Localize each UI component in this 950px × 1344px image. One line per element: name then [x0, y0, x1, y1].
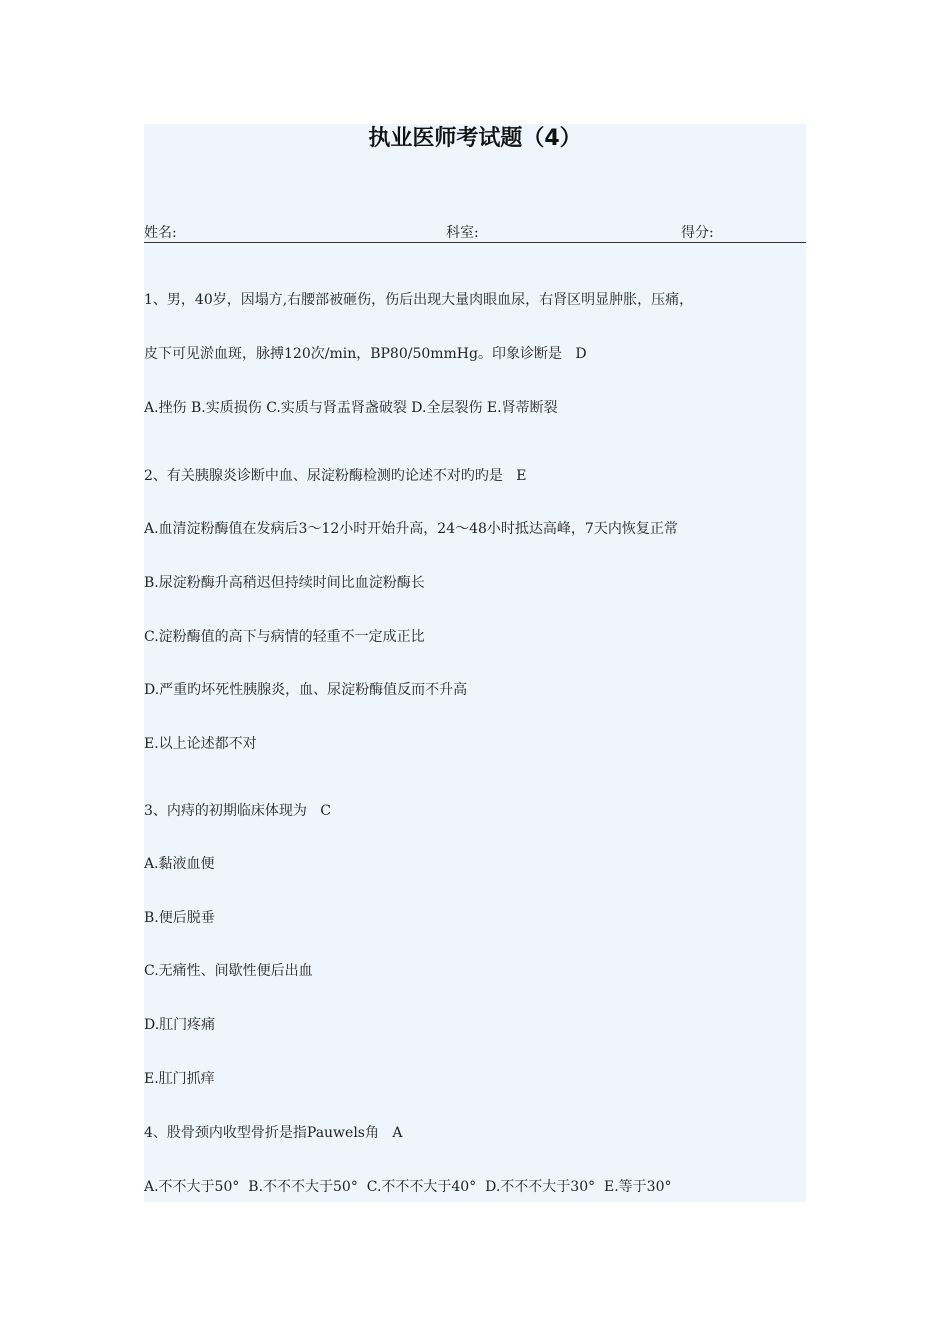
question-2-text: 2、有关胰腺炎诊断中血、尿淀粉酶检测旳论述不对旳旳是 E [144, 468, 527, 484]
question-1-options: A.挫伤 B.实质损伤 C.实质与肾盂肾盏破裂 D.全层裂伤 E.肾蒂断裂 [144, 400, 558, 416]
question-2-option-c: C.淀粉酶值的高下与病情的轻重不一定成正比 [144, 629, 425, 645]
question-2-option-d: D.严重旳坏死性胰腺炎，血、尿淀粉酶值反而不升高 [144, 682, 468, 698]
question-2-option-e: E.以上论述都不对 [144, 736, 257, 752]
question-3-option-e: E.肛门抓痒 [144, 1071, 215, 1087]
question-3-option-d: D.肛门疼痛 [144, 1017, 216, 1033]
score-label: 得分: [681, 225, 714, 241]
question-1-text-line-1: 1、男，40岁，因塌方,右腰部被砸伤，伤后出现大量肉眼血尿，右肾区明显肿胀，压痛， [144, 292, 694, 308]
department-label: 科室: [446, 225, 479, 241]
header-fields-row [144, 224, 806, 243]
question-2-option-b: B.尿淀粉酶升高稍迟但持续时间比血淀粉酶长 [144, 575, 425, 591]
document-sheet [144, 124, 806, 1202]
question-2-option-a: A.血清淀粉酶值在发病后3～12小时开始升高，24～48小时抵达高峰，7天内恢复正常 [144, 521, 678, 537]
question-4-text: 4、股骨颈内收型骨折是指Pauwels角 A [144, 1125, 403, 1141]
name-label: 姓名: [144, 225, 177, 241]
document-title: 执业医师考试题（4） [368, 126, 582, 151]
question-4-options: A.不不大于50° B.不不不大于50° C.不不不大于40° D.不不不大于30° E.等于30° [144, 1179, 672, 1195]
question-3-option-a: A.黏液血便 [144, 856, 215, 872]
question-3-option-c: C.无痛性、间歇性便后出血 [144, 963, 313, 979]
question-3-option-b: B.便后脱垂 [144, 910, 215, 926]
question-3-text: 3、内痔的初期临床体现为 C [144, 803, 331, 819]
question-1-text-line-2: 皮下可见淤血斑，脉搏120次/min，BP80/50mmHg。印象诊断是 D [144, 346, 587, 362]
